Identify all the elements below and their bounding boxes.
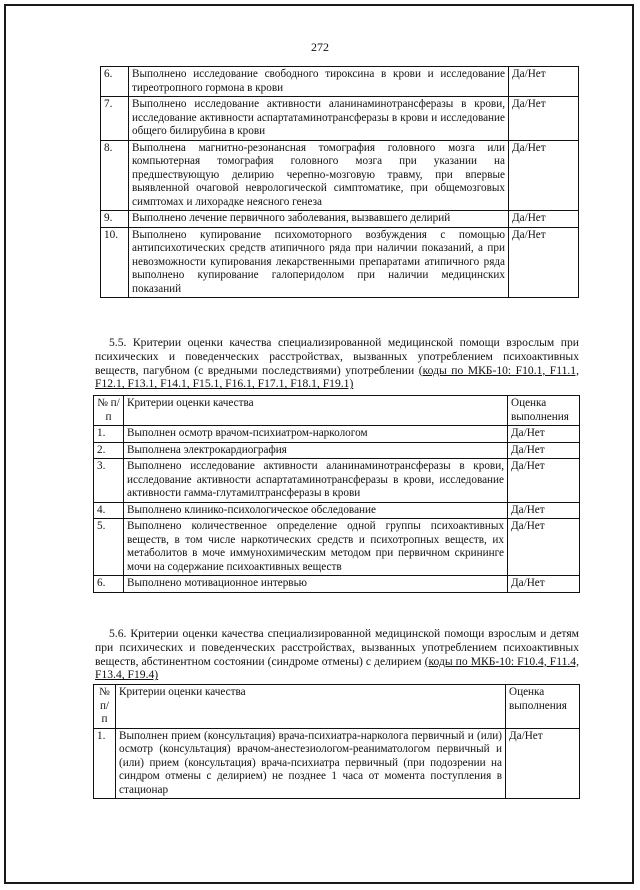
row-number: 7. [101,97,129,141]
assessment-value: Да/Нет [508,426,580,443]
assessment-value: Да/Нет [508,442,580,459]
table-row [101,67,579,97]
criterion-text: Выполнено исследование активности аланинаминотрансферазы в крови, исследование активности аспартатаминотрансферазы в крови, исследование активности гамма-глутамилтрансферазы в крови [124,459,508,503]
table-row [94,519,580,576]
table-row [94,502,580,519]
assessment-value: Да/Нет [509,140,579,211]
criterion-text: Выполнено исследование свободного тироксина в крови и исследование тиреотропного гормона в крови [129,67,509,97]
criterion-text: Выполнено количественное определение одной группы психоактивных веществ, в том числе наркотических средств и психотропных веществ, их метаболитов в моче иммунохимическим методом при первичном скрининге мочи на содержание психоактивных веществ [124,519,508,576]
table-row [94,426,580,443]
criterion-text: Выполнена электрокардиография [124,442,508,459]
row-number: 4. [94,502,124,519]
table-header-row [94,396,580,426]
criteria-table-5-6 [93,684,580,799]
table-row [101,211,579,228]
header-criteria: Критерии оценки качества [116,685,506,729]
assessment-value: Да/Нет [506,728,580,799]
table-row [94,459,580,503]
header-number: № п/п [94,685,116,729]
row-number: 6. [101,67,129,97]
criterion-text: Выполнена магнитно-резонансная томография головного мозга или компьютерная томография головного мозга при указании на предшествующую делирию черепно-мозговую травму, при впервые выявленной очаговой неврологической симптоматике, при общемозговых симптомах и лихорадке неясного генеза [129,140,509,211]
assessment-value: Да/Нет [508,459,580,503]
criterion-text: Выполнено исследование активности аланинаминотрансферазы в крови, исследование активности аспартатаминотрансферазы в крови и исследование общего билирубина в крови [129,97,509,141]
table-header-row [94,685,580,729]
row-number: 5. [94,519,124,576]
table-row [101,227,579,298]
row-number: 6. [94,576,124,593]
table-row [94,728,580,799]
assessment-value: Да/Нет [509,97,579,141]
row-number: 1. [94,728,116,799]
criteria-table-continued [100,66,579,298]
section-5-5-heading [95,336,579,391]
table-row [101,97,579,141]
row-number: 8. [101,140,129,211]
criterion-text: Выполнено мотивационное интервью [124,576,508,593]
criterion-text: Выполнено лечение первичного заболевания, вызвавшего делирий [129,211,509,228]
table-row [94,442,580,459]
table-row [94,576,580,593]
section-text: 5.6. Критерии оценки качества специализированной медицинской помощи взрослым и детям при психических и поведенческих расстройствах, вызванных употреблением психоактивных веществ, абстинентном состоянии (синдроме отмены) с делирием [95,627,579,668]
header-assessment: Оценка выполнения [506,685,580,729]
header-criteria: Критерии оценки качества [124,396,508,426]
row-number: 10. [101,227,129,298]
assessment-value: Да/Нет [509,211,579,228]
page-number: 272 [311,40,329,54]
criterion-text: Выполнен осмотр врачом-психиатром-наркологом [124,426,508,443]
header-assessment: Оценка выполнения [508,396,580,426]
assessment-value: Да/Нет [508,519,580,576]
criteria-table-5-5 [93,395,580,593]
section-5-6-heading [95,627,579,682]
criterion-text: Выполнено клинико-психологическое обследование [124,502,508,519]
assessment-value: Да/Нет [508,576,580,593]
table-row [101,140,579,211]
header-number: № п/п [94,396,124,426]
criterion-text: Выполнено купирование психомоторного возбуждения с помощью антипсихотических средств атипичного ряда при наличии показаний, а при невозможности купирования лекарственными препаратами атипичного ряда выполнено купирование галоперидолом при наличии медицинских показаний [129,227,509,298]
criterion-text: Выполнен прием (консультация) врача-психиатра-нарколога первичный и (или) осмотр (консультация) врачом-анестезиологом-реаниматологом первичный и (или) прием (консультация) врача-психиатра первичный (при подозрении на синдром отмены с делирием) не позднее 1 часа от момента поступления в стационар [116,728,506,799]
row-number: 2. [94,442,124,459]
assessment-value: Да/Нет [509,227,579,298]
row-number: 3. [94,459,124,503]
row-number: 9. [101,211,129,228]
row-number: 1. [94,426,124,443]
assessment-value: Да/Нет [509,67,579,97]
section-text: 5.5. Критерии оценки качества специализированной медицинской помощи взрослым при психических и поведенческих расстройствах, вызванных употреблением психоактивных веществ, пагубном (с вредными последствиями) употреблении [95,336,579,377]
icd-codes: (коды по МКБ-10: F10.4, F11.4, F13.4, F19.4) [95,654,579,682]
assessment-value: Да/Нет [508,502,580,519]
icd-codes: (коды по МКБ-10: F10.1, F11.1, F12.1, F13.1, F14.1, F15.1, F16.1, F17.1, F18.1, F19.1) [95,363,579,391]
